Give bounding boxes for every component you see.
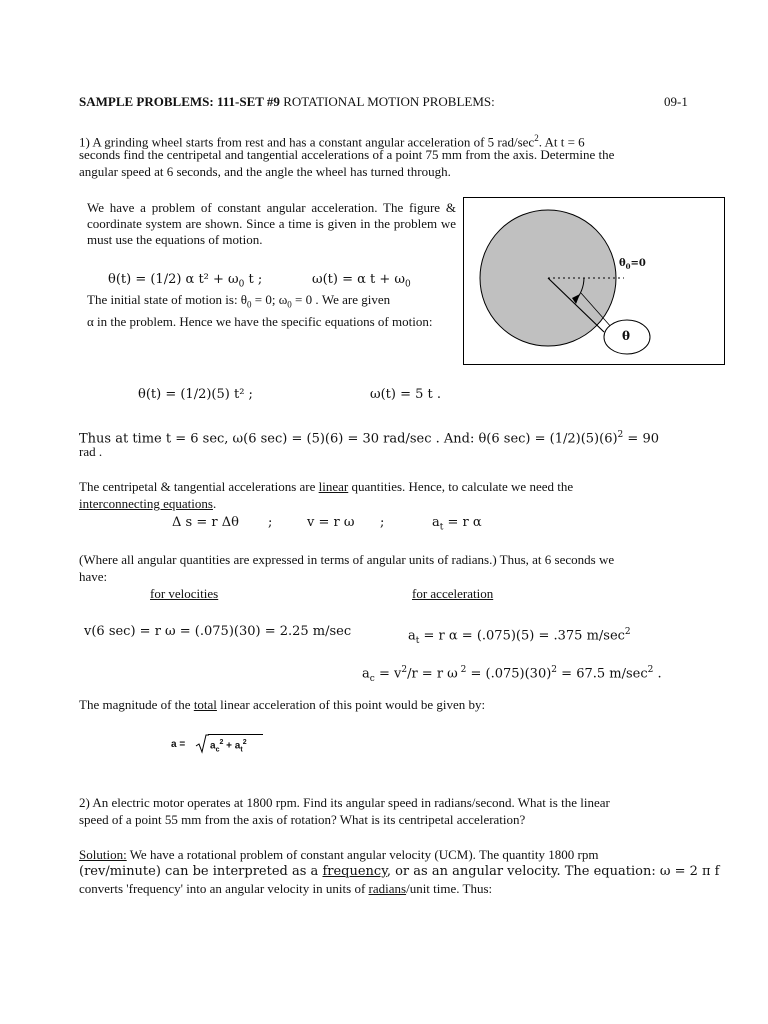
problem2-line2: speed of a point 55 mm from the axis of rotation? What is its centripetal acceleration?: [79, 812, 526, 827]
for-acceleration-heading: for acceleration: [412, 586, 494, 601]
for-velocities-heading: for velocities: [150, 586, 219, 601]
tangential-text: a: [408, 628, 416, 644]
sqrt-sign: [195, 734, 209, 754]
superscript: 2: [551, 665, 558, 675]
problem1-text: 1) A grinding wheel starts from rest and has a constant angular acceleration of 5 rad/sec: [79, 134, 535, 150]
formula-lhs: a =: [171, 739, 186, 750]
header-title: ROTATIONAL MOTION PROBLEMS:: [283, 94, 495, 109]
centripetal-result: [362, 662, 662, 687]
equation-theta: [108, 272, 262, 293]
solution-line1: [79, 847, 598, 863]
solution-text: /unit time. Thus:: [406, 881, 493, 896]
connect-at: [432, 515, 482, 536]
tangential-result: [408, 624, 631, 649]
subscript: 0: [405, 279, 411, 290]
formula-at: + a: [226, 740, 241, 752]
subscript: 0: [247, 299, 252, 310]
centripetal-text: .: [653, 666, 662, 682]
initial-text: = 0 . We are given: [291, 292, 391, 307]
equation-text: ω(t) = α t + ω: [312, 272, 406, 287]
velocity-result: v(6 sec) = r ω = (.075)(30) = 2.25 m/sec: [84, 624, 352, 639]
theta0-label: [619, 258, 646, 273]
connect-at-text: = r α: [443, 515, 482, 530]
magnitude-text: The magnitude of the: [79, 697, 194, 712]
theta0-symbol: θ: [619, 258, 626, 269]
centripetal-text: /r = r ω: [407, 666, 458, 682]
thus-text: = 90: [623, 431, 659, 447]
specific-omega: ω(t) = 5 t .: [370, 387, 442, 402]
superscript: 2: [457, 665, 467, 675]
centripetal-text: a: [362, 666, 370, 682]
solution-text: , or as an angular velocity. The equation: ω = 2 π f: [386, 864, 720, 879]
superscript: 2: [242, 739, 247, 746]
header-title-bold: SAMPLE PROBLEMS: 111-SET #9: [79, 94, 280, 109]
subscript: t: [439, 522, 444, 533]
theta0-value: =0: [630, 258, 646, 269]
solution-line3: [79, 881, 492, 897]
page-number: 09-1: [664, 94, 688, 109]
superscript: 2: [617, 430, 624, 440]
wheel-diagram: [464, 198, 726, 366]
sqrt-overline: [208, 734, 263, 735]
equation-omega: [312, 272, 411, 293]
magnitude-text: linear acceleration of this point would be given by:: [216, 697, 486, 712]
equation-text: t ;: [244, 272, 263, 287]
problem1-text: . At t = 6: [538, 134, 585, 150]
solution-text: (rev/minute) can be interpreted as a: [79, 864, 323, 879]
problem1-line3: angular speed at 6 seconds, and the angle the wheel has turned through.: [79, 164, 451, 179]
solution-label: Solution:: [79, 847, 127, 862]
thus-line: [79, 427, 659, 447]
specific-theta: θ(t) = (1/2)(5) t² ;: [138, 387, 253, 402]
subscript: 0: [287, 299, 292, 310]
connect-at-text: a: [432, 515, 440, 530]
subscript: c: [215, 746, 220, 754]
superscript: 2: [647, 665, 654, 675]
initial-state-line: [87, 292, 390, 313]
frequency-underlined: frequency: [322, 864, 387, 879]
tangential-text: = r α = (.075)(5) = .375 m/sec: [419, 628, 625, 644]
magnitude-line: [79, 697, 485, 713]
interconnect-underlined: interconnecting equations: [79, 496, 213, 511]
connect-semi1: ;: [268, 515, 273, 530]
formula-ac: a: [210, 740, 216, 752]
subscript: c: [369, 673, 375, 684]
connect-v: v = r ω: [307, 515, 355, 530]
solution-text: We have a rotational problem of constant angular velocity (UCM). The quantity 1800 rpm: [126, 847, 599, 862]
equation-text: θ(t) = (1/2) α t² + ω: [108, 272, 239, 287]
where-line1: (Where all angular quantities are expressed in terms of angular units of radians.) Thus, at 6 seconds we: [79, 552, 615, 567]
problem1-line2: seconds find the centripetal and tangential accelerations of a point 75 mm from the axis. Determine the: [79, 147, 615, 162]
superscript: 2: [534, 133, 539, 143]
centripetal-text: = (.075)(30): [466, 666, 552, 682]
linear-text: The centripetal & tangential accelerations are: [79, 479, 319, 494]
linear-underlined: linear: [318, 479, 349, 494]
theta-label: θ: [622, 329, 631, 343]
subscript: 0: [238, 279, 245, 290]
thus-text: Thus at time t = 6 sec, ω(6 sec) = (5)(6) = 30 rad/sec . And: θ(6 sec) = (1/2)(5)(6): [79, 431, 618, 447]
subscript: t: [415, 635, 420, 646]
solution-text: converts 'frequency' into an angular velocity in units of: [79, 881, 369, 896]
where-line2: have:: [79, 569, 108, 584]
interconnect-text: .: [212, 496, 217, 511]
problem2-line1: 2) An electric motor operates at 1800 rpm. Find its angular speed in radians/second. What is the linear: [79, 795, 610, 810]
magnitude-underlined: total: [193, 697, 217, 712]
thus-line-2: rad .: [79, 444, 103, 459]
superscript: 2: [401, 665, 408, 675]
superscript: 2: [219, 739, 224, 746]
linear-line: [79, 479, 573, 495]
initial-text: The initial state of motion is: θ: [87, 292, 248, 307]
solution-line2: [79, 864, 719, 880]
interconnect-line: [79, 496, 216, 512]
wheel-figure: [463, 197, 725, 365]
formula-radicand: [210, 739, 247, 753]
connect-ds: Δ s = r Δθ: [172, 515, 239, 530]
superscript: 2: [624, 627, 631, 637]
subscript: 0: [625, 262, 631, 271]
linear-text: quantities. Hence, to calculate we need the: [348, 479, 574, 494]
connect-semi2: ;: [380, 515, 385, 530]
centripetal-text: = v: [374, 666, 402, 682]
page-header: [79, 94, 689, 110]
initial-text: = 0; ω: [251, 292, 288, 307]
radians-underlined: radians: [368, 881, 407, 896]
subscript: t: [240, 746, 243, 754]
given-paragraph: α in the problem. Hence we have the specific equations of motion:: [87, 314, 433, 329]
intro-paragraph: We have a problem of constant angular acceleration. The figure & coordinate system are shown. Since a time is given in the problem we must use the equations of motion.: [87, 200, 456, 247]
centripetal-text: = 67.5 m/sec: [557, 666, 648, 682]
